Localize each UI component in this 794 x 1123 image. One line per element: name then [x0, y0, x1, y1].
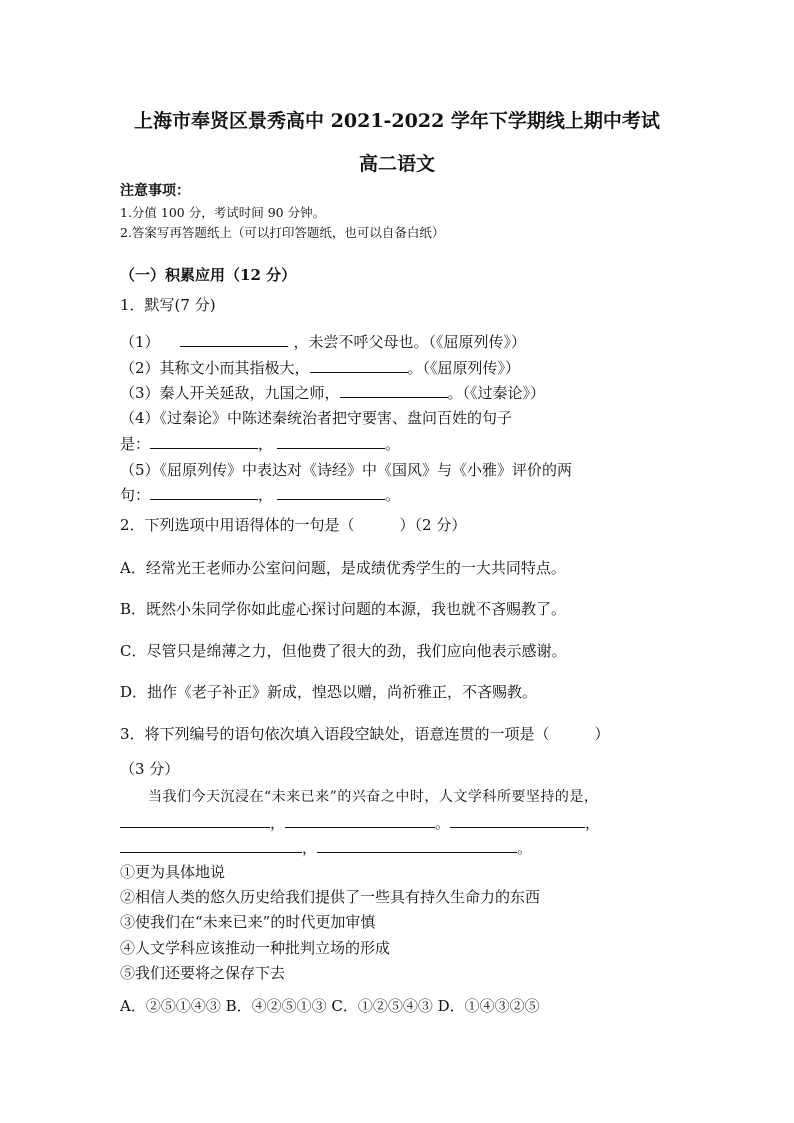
q2-option-b: B．既然小朱同学你如此虚心探讨问题的本源，我也就不吝赐教了。: [120, 600, 567, 618]
q3-blank-line-2: [120, 837, 532, 858]
item-text: 。（《过秦论》）: [447, 384, 546, 402]
answer-blank[interactable]: [120, 838, 302, 853]
q3-passage: 当我们今天沉浸在“未来已来”的兴奋之中时，人文学科所要坚持的是，: [148, 789, 599, 805]
separator: 。: [435, 814, 451, 832]
q3-stem: 3．将下列编号的语句依次填入语段空缺处，语意连贯的一项是（ ）: [120, 725, 610, 743]
q3-sentence: ④人文学科应该推动一种批判立场的形成: [120, 939, 391, 957]
q2-stem: 2．下列选项中用语得体的一句是（ ）（2 分）: [120, 516, 467, 534]
q3-sentence: ⑤我们还要将之保存下去: [120, 964, 286, 982]
q3-points: （3 分）: [120, 760, 180, 778]
item-number: （1）: [120, 333, 160, 351]
separator: ，: [258, 435, 274, 453]
q2-option-d: D．拙作《老子补正》新成，惶恐以赠，尚祈雅正，不吝赐教。: [120, 683, 538, 701]
answer-blank[interactable]: [277, 485, 385, 500]
answer-blank[interactable]: [180, 332, 288, 347]
answer-blank[interactable]: [450, 813, 585, 828]
answer-blank[interactable]: [277, 434, 385, 449]
q3-sentence: ①更为具体地说: [120, 863, 226, 881]
section-heading: （一）积累应用（12 分）: [120, 266, 297, 284]
item-text: 。（《屈原列传》）: [407, 359, 521, 377]
answer-blank[interactable]: [340, 383, 448, 398]
separator: ，: [302, 839, 318, 857]
q1-item-4-line1: （4）《过秦论》中陈述秦统治者把守要害、盘问百姓的句子: [120, 409, 513, 427]
q1-item-4-line2: [120, 433, 400, 454]
q3-sentence: ③使我们在“未来已来”的时代更加审慎: [120, 913, 376, 931]
q2-option-a: A．经常光王老师办公室问问题，是成绩优秀学生的一大共同特点。: [120, 559, 566, 577]
q3-sentence: ②相信人类的悠久历史给我们提供了一些具有持久生命力的东西: [120, 888, 541, 906]
q3-blank-line-1: [120, 812, 600, 833]
notes-item: 1.分值 100 分，考试时间 90 分钟。: [120, 205, 326, 220]
answer-blank[interactable]: [285, 813, 435, 828]
exam-subtitle: 高二语文: [358, 153, 435, 175]
q1-item-5-line1: （5）《屈原列传》中表达对《诗经》中《国风》与《小雅》评价的两: [120, 461, 573, 479]
exam-title: 上海市奉贤区景秀高中 2021-2022 学年下学期线上期中考试: [134, 110, 660, 132]
q1-item-1: [120, 331, 526, 352]
item-text: 是：: [120, 435, 151, 453]
q2-option-c: C．尽管只是绵薄之力，但他费了很大的劲，我们应向他表示感谢。: [120, 642, 567, 660]
answer-blank[interactable]: [150, 434, 258, 449]
separator: ，: [270, 814, 286, 832]
separator: ，: [585, 814, 601, 832]
item-end: 。: [385, 435, 401, 453]
separator: 。: [517, 839, 533, 857]
answer-blank[interactable]: [150, 485, 258, 500]
item-text: ，未尝不呼父母也。（《屈原列传》）: [293, 333, 527, 351]
answer-blank[interactable]: [120, 813, 270, 828]
answer-blank[interactable]: [317, 838, 517, 853]
answer-blank[interactable]: [310, 358, 408, 373]
item-text: （3）秦人开关延敌，九国之师，: [120, 384, 340, 402]
q1-item-2: [120, 357, 520, 378]
q1-item-3: [120, 382, 545, 403]
separator: ，: [258, 486, 274, 504]
q3-choices: A．②⑤①④③ B．④②⑤①③ C．①②⑤④③ D．①④③②⑤: [120, 997, 540, 1015]
notes-item: 2.答案写再答题纸上（可以打印答题纸，也可以自备白纸）: [120, 225, 445, 240]
item-text: （2）其称文小而其指极大，: [120, 359, 310, 377]
item-end: 。: [385, 486, 401, 504]
q1-stem: 1．默写(7 分): [120, 296, 216, 314]
notes-heading: 注意事项：: [120, 183, 190, 199]
item-text: 句：: [120, 486, 151, 504]
q1-item-5-line2: [120, 484, 400, 505]
